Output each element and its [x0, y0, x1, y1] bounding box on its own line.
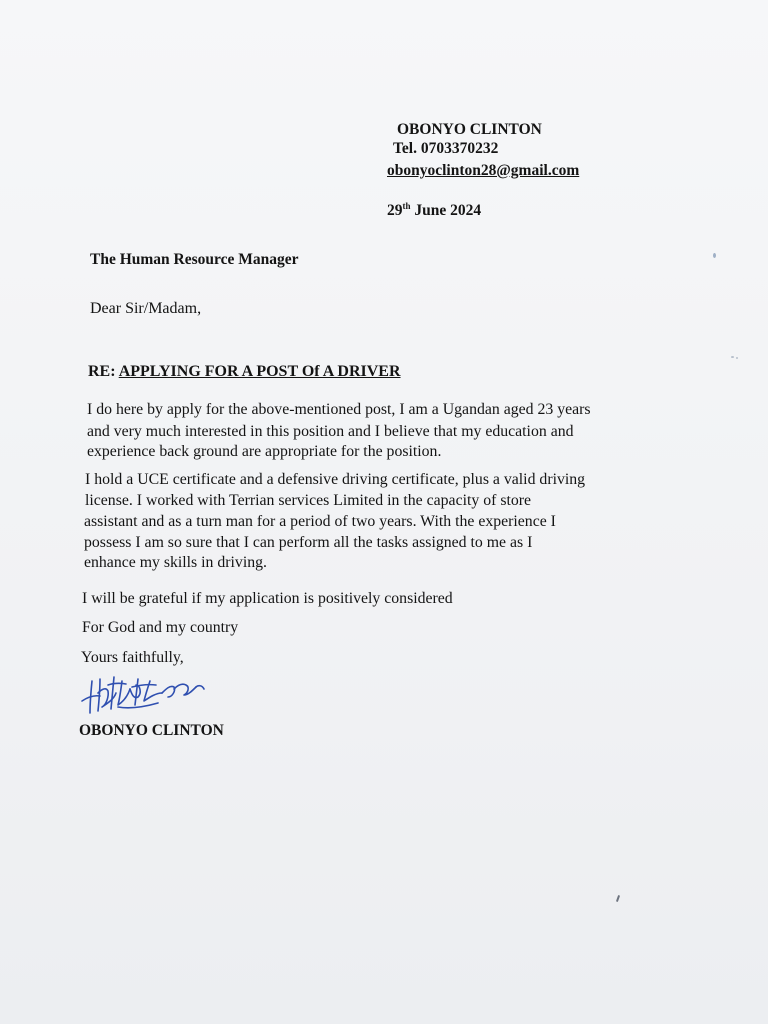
closing-line: Yours faithfully,	[81, 649, 184, 666]
paragraph-2-line-5: enhance my skills in driving.	[84, 554, 267, 571]
handwritten-signature	[78, 671, 218, 717]
sender-email: obonyoclinton28@gmail.com	[387, 162, 580, 179]
scan-speck	[731, 356, 734, 358]
scan-speck	[713, 253, 716, 258]
paragraph-3: I will be grateful if my application is positively considered	[82, 590, 453, 607]
subject-text: APPLYING FOR A POST Of A DRIVER	[118, 363, 401, 380]
signature-name: OBONYO CLINTON	[79, 722, 224, 739]
paragraph-2-line-3: assistant and as a turn man for a period of two years. With the experience I	[84, 513, 556, 530]
sender-name: OBONYO CLINTON	[397, 121, 542, 138]
recipient: The Human Resource Manager	[90, 251, 299, 268]
paragraph-2-line-4: possess I am so sure that I can perform all the tasks assigned to me as I	[84, 534, 533, 551]
motto-line: For God and my country	[82, 619, 239, 636]
sender-phone: Tel. 0703370232	[393, 140, 499, 157]
scan-speck	[616, 895, 620, 902]
paragraph-2-line-2: license. I worked with Terrian services Limited in the capacity of store	[85, 492, 532, 509]
paragraph-2-line-1: I hold a UCE certificate and a defensive driving certificate, plus a valid driving	[85, 471, 586, 488]
letter-date	[387, 202, 481, 220]
paragraph-1-line-3: experience back ground are appropriate for the position.	[87, 443, 442, 460]
subject-prefix: RE:	[88, 363, 116, 380]
salutation: Dear Sir/Madam,	[90, 300, 202, 317]
paragraph-1-line-2: and very much interested in this position and I believe that my education and	[87, 423, 574, 440]
date-day: 29	[387, 202, 403, 219]
scan-speck	[736, 357, 738, 359]
paragraph-1-line-1: I do here by apply for the above-mentioned post, I am a Ugandan aged 23 years	[87, 401, 591, 418]
subject-line	[88, 363, 401, 381]
date-suffix: th	[402, 200, 411, 211]
date-rest: June 2024	[410, 202, 482, 219]
